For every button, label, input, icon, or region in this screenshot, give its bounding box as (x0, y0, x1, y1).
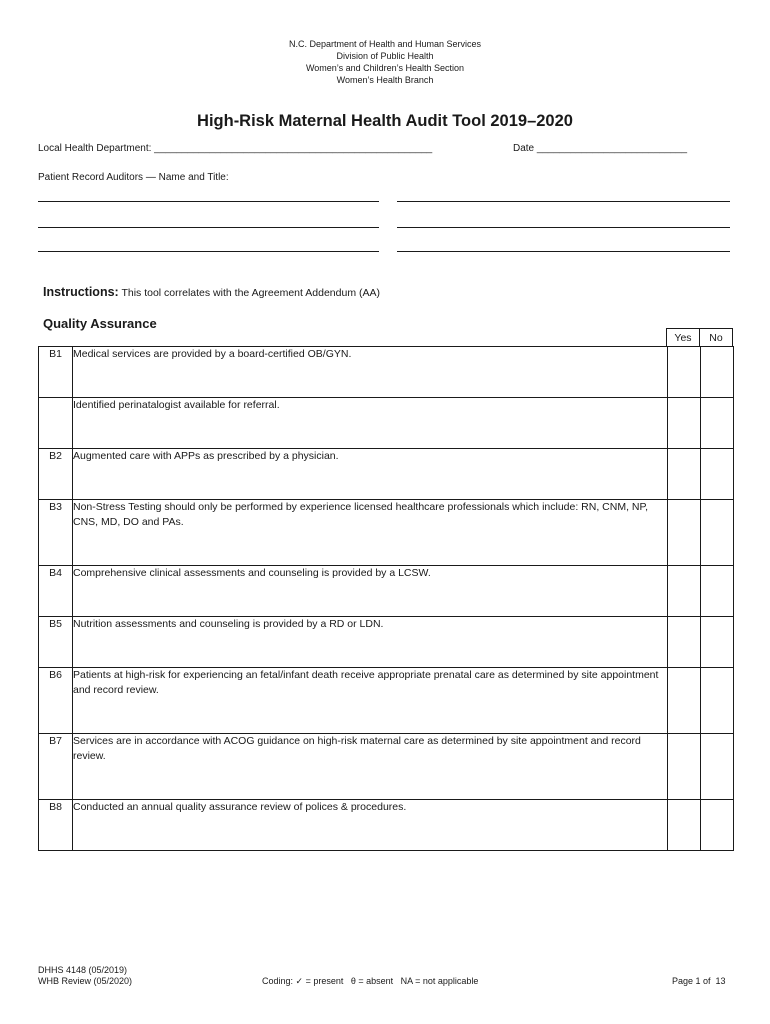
header-division: Division of Public Health (336, 51, 434, 61)
section-title: Quality Assurance (43, 316, 157, 331)
no-cell[interactable] (701, 566, 734, 617)
no-cell[interactable] (701, 347, 734, 398)
instructions-label: Instructions: (43, 285, 119, 299)
agency-header (0, 38, 770, 86)
table-row (39, 800, 734, 851)
no-cell[interactable] (701, 734, 734, 800)
footer-form-number: DHHS 4148 (05/2019) (38, 965, 128, 975)
yes-cell[interactable] (668, 500, 701, 566)
audit-table (38, 346, 734, 851)
instructions (43, 285, 380, 299)
auditor-line-2-left[interactable] (38, 227, 379, 228)
instructions-text: This tool correlates with the Agreement Addendum (AA) (121, 287, 380, 299)
row-code: B4 (39, 566, 73, 617)
table-row (39, 449, 734, 500)
table-row (39, 668, 734, 734)
row-text: Augmented care with APPs as prescribed by a physician. (73, 449, 668, 500)
date-field[interactable]: Date ___________________________ (513, 143, 688, 154)
no-cell[interactable] (701, 398, 734, 449)
table-row (39, 500, 734, 566)
row-code: B7 (39, 734, 73, 800)
row-text: Services are in accordance with ACOG guidance on high-risk maternal care as determined by site appointment and record review. (73, 734, 668, 800)
yes-cell[interactable] (668, 398, 701, 449)
auditors-label: Patient Record Auditors — Name and Title: (38, 172, 229, 183)
no-cell[interactable] (701, 617, 734, 668)
auditor-line-2-right[interactable] (397, 227, 730, 228)
no-cell[interactable] (701, 500, 734, 566)
yes-cell[interactable] (668, 566, 701, 617)
header-section: Women’s and Children’s Health Section (305, 63, 465, 73)
no-cell[interactable] (701, 668, 734, 734)
row-code: B3 (39, 500, 73, 566)
auditor-line-1-left[interactable] (38, 201, 379, 202)
row-text: Conducted an annual quality assurance review of polices & procedures. (73, 800, 668, 851)
row-text: Comprehensive clinical assessments and counseling is provided by a LCSW. (73, 566, 668, 617)
yes-column-header: Yes (666, 328, 700, 346)
table-row (39, 617, 734, 668)
footer-form-info (38, 965, 132, 987)
row-code: B2 (39, 449, 73, 500)
footer-coding-legend: Coding: ✓ = present θ = absent NA = not applicable (262, 976, 479, 986)
auditor-line-3-right[interactable] (397, 251, 730, 252)
yes-cell[interactable] (668, 617, 701, 668)
local-health-department-field[interactable]: Local Health Department: __________________________________________________ (38, 143, 433, 154)
page-title: High-Risk Maternal Health Audit Tool 2019–2020 (197, 112, 573, 130)
row-code: B5 (39, 617, 73, 668)
no-cell[interactable] (701, 800, 734, 851)
row-text: Patients at high-risk for experiencing an fetal/infant death receive appropriate prenatal care as determined by site appointment and record review. (73, 668, 668, 734)
row-text: Identified perinatalogist available for referral. (73, 398, 668, 449)
yes-cell[interactable] (668, 347, 701, 398)
row-text: Non-Stress Testing should only be performed by experience licensed healthcare professionals which include: RN, CNM, NP, CNS, MD, DO and PAs. (73, 500, 668, 566)
no-column-header: No (699, 328, 733, 346)
no-cell[interactable] (701, 449, 734, 500)
table-row (39, 566, 734, 617)
row-text: Nutrition assessments and counseling is provided by a RD or LDN. (73, 617, 668, 668)
row-code: B1 (39, 347, 73, 398)
row-code (39, 398, 73, 449)
table-row (39, 398, 734, 449)
table-row (39, 734, 734, 800)
footer-review: WHB Review (05/2020) (38, 976, 133, 986)
table-row (39, 347, 734, 398)
yes-cell[interactable] (668, 668, 701, 734)
auditor-line-3-left[interactable] (38, 251, 379, 252)
auditor-line-1-right[interactable] (397, 201, 730, 202)
row-code: B6 (39, 668, 73, 734)
footer-page-number: Page 1 of 13 (672, 976, 726, 986)
row-text: Medical services are provided by a board-certified OB/GYN. (73, 347, 668, 398)
header-department: N.C. Department of Health and Human Services (288, 39, 482, 49)
header-branch: Women’s Health Branch (336, 75, 434, 85)
yes-cell[interactable] (668, 800, 701, 851)
yes-cell[interactable] (668, 449, 701, 500)
row-code: B8 (39, 800, 73, 851)
yes-cell[interactable] (668, 734, 701, 800)
